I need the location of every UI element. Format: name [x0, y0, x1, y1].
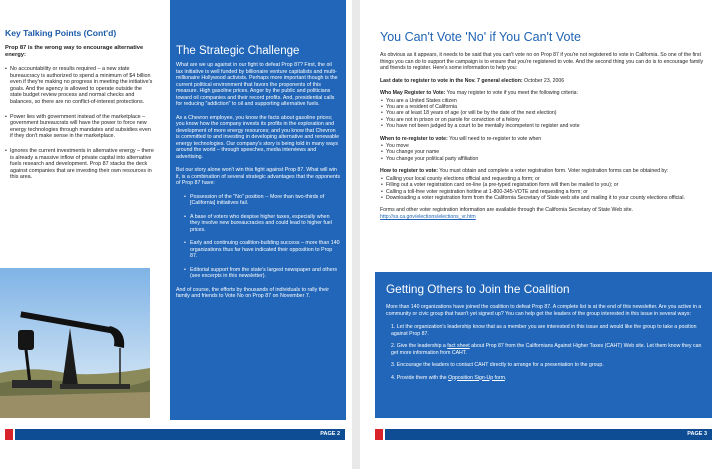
page-footer — [5, 429, 345, 440]
criteria-list — [380, 98, 710, 130]
how-text: You must obtain and complete a voter registration form. Voter registration forms can be obtained by: — [437, 168, 669, 175]
coalition-panel — [375, 272, 712, 418]
list-item: • Calling a toll-free voter registration hotline at 1-800-345-VOTE and requesting a form; or — [380, 189, 710, 195]
list-item: 1. Let the organization's leadership know that as a member you are interested in this issue and would like the group to take a position against Prop 87. — [391, 324, 697, 337]
step-text: 2. Give the leadership a — [391, 343, 448, 349]
page-2 — [0, 0, 352, 469]
elections-link[interactable]: http://ss.ca.gov/elections/elections_vr.htm — [380, 213, 476, 220]
list-item: • You are not in prison or on parole for conviction of a felony — [380, 117, 710, 123]
talking-points-intro: Prop 87 is the wrong way to encourage alternative energy: — [5, 45, 144, 58]
list-item: • You move — [380, 143, 710, 149]
page-3 — [360, 0, 720, 469]
step-text: 4. Provide them with the — [391, 374, 449, 381]
who-text: You may register to vote if you meet the following criteria: — [445, 90, 578, 96]
list-item: • You change your name — [380, 149, 710, 155]
challenge-paragraph: And of course, the efforts by thousands of individuals to rally their family and friends to Vote No on Prop 87 on November 7. — [176, 286, 330, 299]
footer-accent — [5, 429, 13, 440]
strategic-challenge-title: The Strategic Challenge — [176, 45, 300, 57]
signup-form-link[interactable]: Opposition Sign-Up form — [448, 374, 505, 381]
fact-sheet-link[interactable]: fact sheet — [447, 343, 470, 349]
list-item: • You change your political party affiliation — [380, 156, 710, 162]
list-item: • You are at least 18 years of age (or will be by the date of the next election) — [380, 110, 710, 116]
strategic-challenge-panel — [170, 0, 346, 420]
forms-text: Forms and other voter registration information are available through the California Secretary of State Web site. — [380, 207, 634, 214]
challenge-paragraph: As a Chevron employee, you know the facts about gasoline prices; you know how the company invests its profits in the exploration and development of more energy resources; and you know that Chevron is committed to and investing in developing alternative and renewable energy technologies. Our company's story is being told in many ways around the world – through speeches, media interviews and advertising. — [176, 114, 340, 160]
step-text: about Prop 87 from the Californians Against Higher Taxes (CAHT) Web site. Let them know they can get more information from CAHT. — [391, 343, 702, 356]
coalition-steps — [386, 324, 703, 381]
list-item: • You are a United States citizen — [380, 98, 710, 104]
list-item: • Power lies with government instead of the marketplace – government bureaucrats will have the power to force new energy technologies through mandates and subsidies even if they don't make sense in the marketplace. — [5, 114, 155, 140]
talking-points-title: Key Talking Points (Cont'd) — [5, 28, 117, 38]
oil-pump-jack-image — [0, 268, 150, 418]
how-label: How to register to vote: — [380, 168, 438, 175]
when-line — [380, 136, 710, 143]
last-date-value: October 23, 2006 — [522, 77, 565, 84]
list-item: • Downloading a voter registration form from the California Secretary of State web site and mailing it to your county elections official. — [380, 195, 710, 201]
list-item: • Possession of the "No" position -- More than two-thirds of [California] initiatives fail. — [176, 194, 340, 207]
talking-points-section — [5, 28, 155, 189]
list-item: • Early and continuing coalition-building success – more than 140 organizations thus far have indicated their opposition to Prop 87. — [176, 240, 340, 260]
who-label: Who May Register to Vote: — [380, 90, 446, 96]
list-item: • No accountability or results required – a new state bureaucracy is authorized to spend a minimum of $4 billion even if they're making no progress in meeting the initiative's goals. And the agency is allowed to operate outside the state budget review process and normal checks and balances, so there are no conflict-of-interest protections. — [5, 66, 155, 106]
page-number: PAGE 2 — [15, 429, 345, 440]
vote-section — [380, 30, 710, 226]
advantages-list — [176, 194, 340, 280]
list-item: • You have not been judged by a court to be mentally incompetent to register and vote — [380, 123, 710, 129]
list-item: • Editorial support from the state's largest newspaper and others (see excerpts in this newsletter). — [176, 267, 340, 280]
list-item — [386, 343, 703, 356]
vote-intro: As obvious as it appears, it needs to be said that you can't vote no on Prop 87 if you're not registered to vote in California. So one of the first things you can do to support the campaign is to ensure that you're registered to vote. And the second thing you can do is to encourage family and friends to register. Here's some information to help you: — [380, 52, 704, 71]
challenge-paragraph: What are we up against in our fight to defeat Prop 87? First, the oil tax initiative is well funded by billionaire venture capitalists and multi-millionaire Hollywood activists. Perhaps more important though is the current political environment that favors the proponents of this measure. High gasoline prices. Anger by the public and politicians toward oil companies and their record profits. And, presidential calls for reducing "addiction" to oil and supporting alternative fuels. — [176, 62, 338, 107]
forms-line — [380, 207, 710, 220]
page-number: PAGE 3 — [385, 429, 712, 440]
challenge-paragraph: But our story alone won't win this fight against Prop 87. What will win it, is a combination of several strategic advantages that the opponents of Prop 87 have: — [176, 167, 341, 186]
last-date-label: Last date to register to vote in the Nov. 7 general election: — [380, 77, 523, 84]
list-item: • You are a resident of California — [380, 104, 710, 110]
last-date-line — [380, 78, 710, 85]
when-list — [380, 143, 710, 162]
step-text: . — [504, 374, 507, 381]
list-item — [386, 375, 703, 382]
list-item: • Calling your local county elections official and requesting a form; or — [380, 176, 710, 182]
list-item: • Ignores the current investments in alternative energy – there is already a massive inflow of private capital into alternative fuels research and development. Prop 87 stacks the deck against companies that are investing their own resources in this area. — [5, 148, 155, 181]
who-line — [380, 90, 710, 97]
list-item: 3. Encourage the leaders to contact CAHT directly to arrange for a presentation to the group. — [391, 362, 604, 368]
vote-title: You Can't Vote 'No' if You Can't Vote — [380, 30, 581, 44]
coalition-intro: More than 140 organizations have joined the coalition to defeat Prop 87. A complete list is at the end of this newsletter. Are you active in a community or civic group that hasn't yet signed up? You can help get the leaders of the group interested in this issue in several ways: — [386, 304, 702, 317]
list-item: • Filling out a voter registration card on-line (a pre-typed registration form will then be mailed to you); or — [380, 182, 710, 188]
how-line — [380, 168, 710, 175]
footer-accent — [375, 429, 383, 440]
coalition-title: Getting Others to Join the Coalition — [386, 282, 570, 296]
how-list — [380, 176, 710, 202]
list-item: • A base of voters who despise higher taxes, especially when they involve new bureaucracies and could lead to higher fuel prices. — [176, 214, 340, 234]
talking-points-list — [5, 66, 155, 181]
page-footer — [375, 429, 712, 440]
when-text: You will need to re-register to vote when — [447, 135, 542, 142]
oil-pump-photo — [0, 268, 150, 418]
when-label: When to re-register to vote: — [380, 135, 448, 142]
